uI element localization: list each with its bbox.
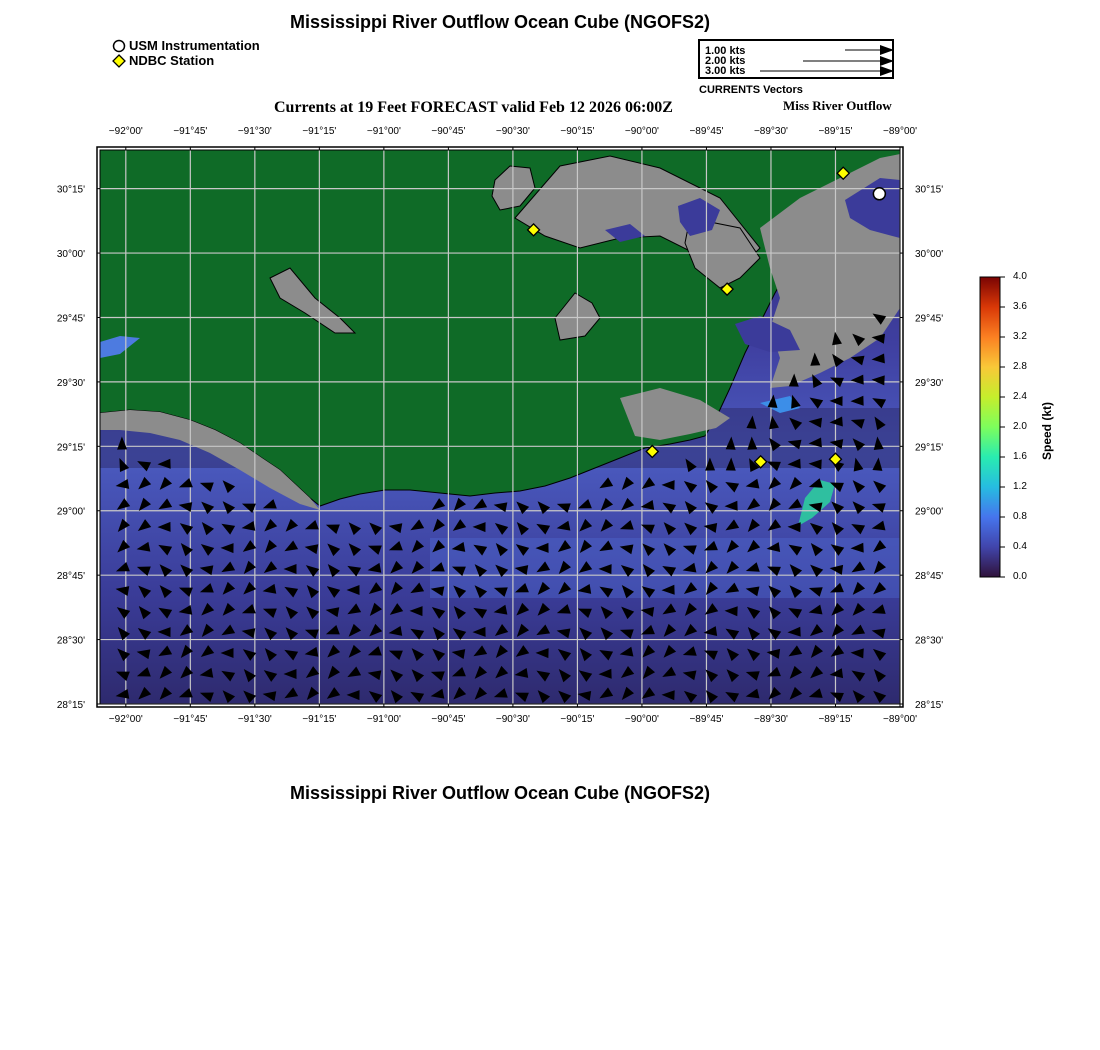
vector-key-label-1: 1.00 kts: [705, 45, 746, 57]
page-title-bottom: Mississippi River Outflow Ocean Cube (NGOFS2): [289, 783, 711, 803]
colorbar-tick-label: 2.4: [1013, 391, 1027, 402]
usm-instrument-marker[interactable]: [873, 188, 885, 200]
colorbar-tick-label: 2.8: [1013, 361, 1027, 372]
colorbar-tick-label: 3.2: [1013, 331, 1027, 342]
lon-tick-label-top: −89°30': [753, 126, 788, 137]
lat-tick-label-right: 29°45': [915, 313, 944, 325]
lon-tick-label-top: −90°45': [431, 126, 466, 137]
legend-usm-label: USM Instrumentation: [129, 38, 260, 53]
lon-tick-label-bottom: −92°00': [108, 714, 143, 725]
colorbar-tick-label: 2.0: [1013, 421, 1027, 432]
lon-tick-label-top: −89°15': [818, 126, 853, 137]
lat-tick-label-left: 29°15': [56, 442, 85, 454]
lon-tick-label-top: −92°00': [108, 126, 143, 137]
lat-tick-label-left: 29°30': [56, 377, 85, 389]
colorbar-tick-label: 1.2: [1013, 481, 1027, 492]
lat-tick-label-left: 29°00': [56, 506, 85, 518]
lon-tick-label-bottom: −89°00': [883, 714, 917, 725]
lon-tick-label-top: −90°15': [560, 126, 595, 137]
lon-tick-label-top: −89°00': [883, 126, 917, 137]
lon-tick-label-top: −89°45': [689, 126, 724, 137]
lon-tick-label-bottom: −91°30': [237, 714, 272, 725]
lat-tick-label-left: 30°15': [56, 184, 85, 196]
lon-tick-label-bottom: −89°45': [689, 714, 724, 725]
lat-tick-label-left: 29°45': [56, 313, 85, 325]
region-label: Miss River Outflow: [783, 98, 892, 113]
map-panel[interactable]: [0, 118, 960, 738]
lon-tick-label-bottom: −90°30': [495, 714, 530, 725]
arrow-icon: [880, 45, 892, 55]
arrow-icon: [880, 56, 892, 66]
lon-tick-label-top: −91°00': [366, 126, 401, 137]
legend-usm-instrumentation: [112, 38, 260, 53]
lat-tick-label-right: 29°30': [915, 377, 944, 389]
colorbar-tick-label: 1.6: [1013, 451, 1027, 462]
vector-key-label-2: 2.00 kts: [705, 55, 746, 67]
lon-tick-label-top: −90°30': [495, 126, 530, 137]
vector-key: [698, 39, 894, 79]
lon-tick-label-top: −90°00': [624, 126, 659, 137]
lon-tick-label-bottom: −90°45': [431, 714, 466, 725]
vector-key-label-3: 3.00 kts: [705, 65, 746, 77]
colorbar-title: Speed (kt): [1040, 401, 1054, 460]
lon-tick-label-bottom: −90°00': [624, 714, 659, 725]
lon-tick-label-bottom: −91°00': [366, 714, 401, 725]
lon-tick-label-bottom: −89°30': [753, 714, 788, 725]
page-title: Mississippi River Outflow Ocean Cube (NGOFS2): [289, 12, 711, 32]
lat-tick-label-right: 28°30': [915, 635, 944, 647]
lat-tick-label-left: 28°15': [56, 700, 85, 711]
lat-tick-label-left: 28°45': [56, 571, 85, 583]
lon-tick-label-bottom: −89°15': [818, 714, 853, 725]
arrow-icon: [880, 66, 892, 76]
lat-tick-label-right: 29°00': [915, 506, 944, 518]
speed-colorbar: [978, 276, 1008, 580]
lat-tick-label-right: 28°15': [915, 700, 944, 711]
lon-tick-label-top: −91°30': [237, 126, 272, 137]
colorbar-tick-label: 0.8: [1013, 511, 1027, 522]
diamond-marker-icon: [112, 54, 126, 68]
vector-key-caption: CURRENTS Vectors: [699, 84, 803, 96]
circle-marker-icon: [112, 39, 126, 53]
lat-tick-label-right: 29°15': [915, 442, 944, 454]
colorbar-tick-label: 3.6: [1013, 301, 1027, 312]
lat-tick-label-right: 30°15': [915, 184, 944, 196]
legend-ndbc-station: [112, 53, 214, 68]
colorbar-tick-label: 0.0: [1013, 571, 1027, 582]
colorbar-tick-label: 4.0: [1013, 271, 1027, 282]
lat-tick-label-left: 28°30': [56, 635, 85, 647]
lat-tick-label-left: 30°00': [56, 249, 85, 261]
lon-tick-label-bottom: −90°15': [560, 714, 595, 725]
map-subtitle: Currents at 19 Feet FORECAST valid Feb 12 2026 06:00Z: [274, 99, 673, 116]
lon-tick-label-top: −91°15': [302, 126, 337, 137]
lon-tick-label-bottom: −91°15': [302, 714, 337, 725]
lat-tick-label-right: 30°00': [915, 249, 944, 261]
vector-key-arrows: [700, 41, 892, 77]
lat-tick-label-right: 28°45': [915, 571, 944, 583]
colorbar-tick-label: 0.4: [1013, 541, 1027, 552]
legend-ndbc-label: NDBC Station: [129, 53, 215, 68]
lon-tick-label-bottom: −91°45': [173, 714, 208, 725]
lon-tick-label-top: −91°45': [173, 126, 208, 137]
